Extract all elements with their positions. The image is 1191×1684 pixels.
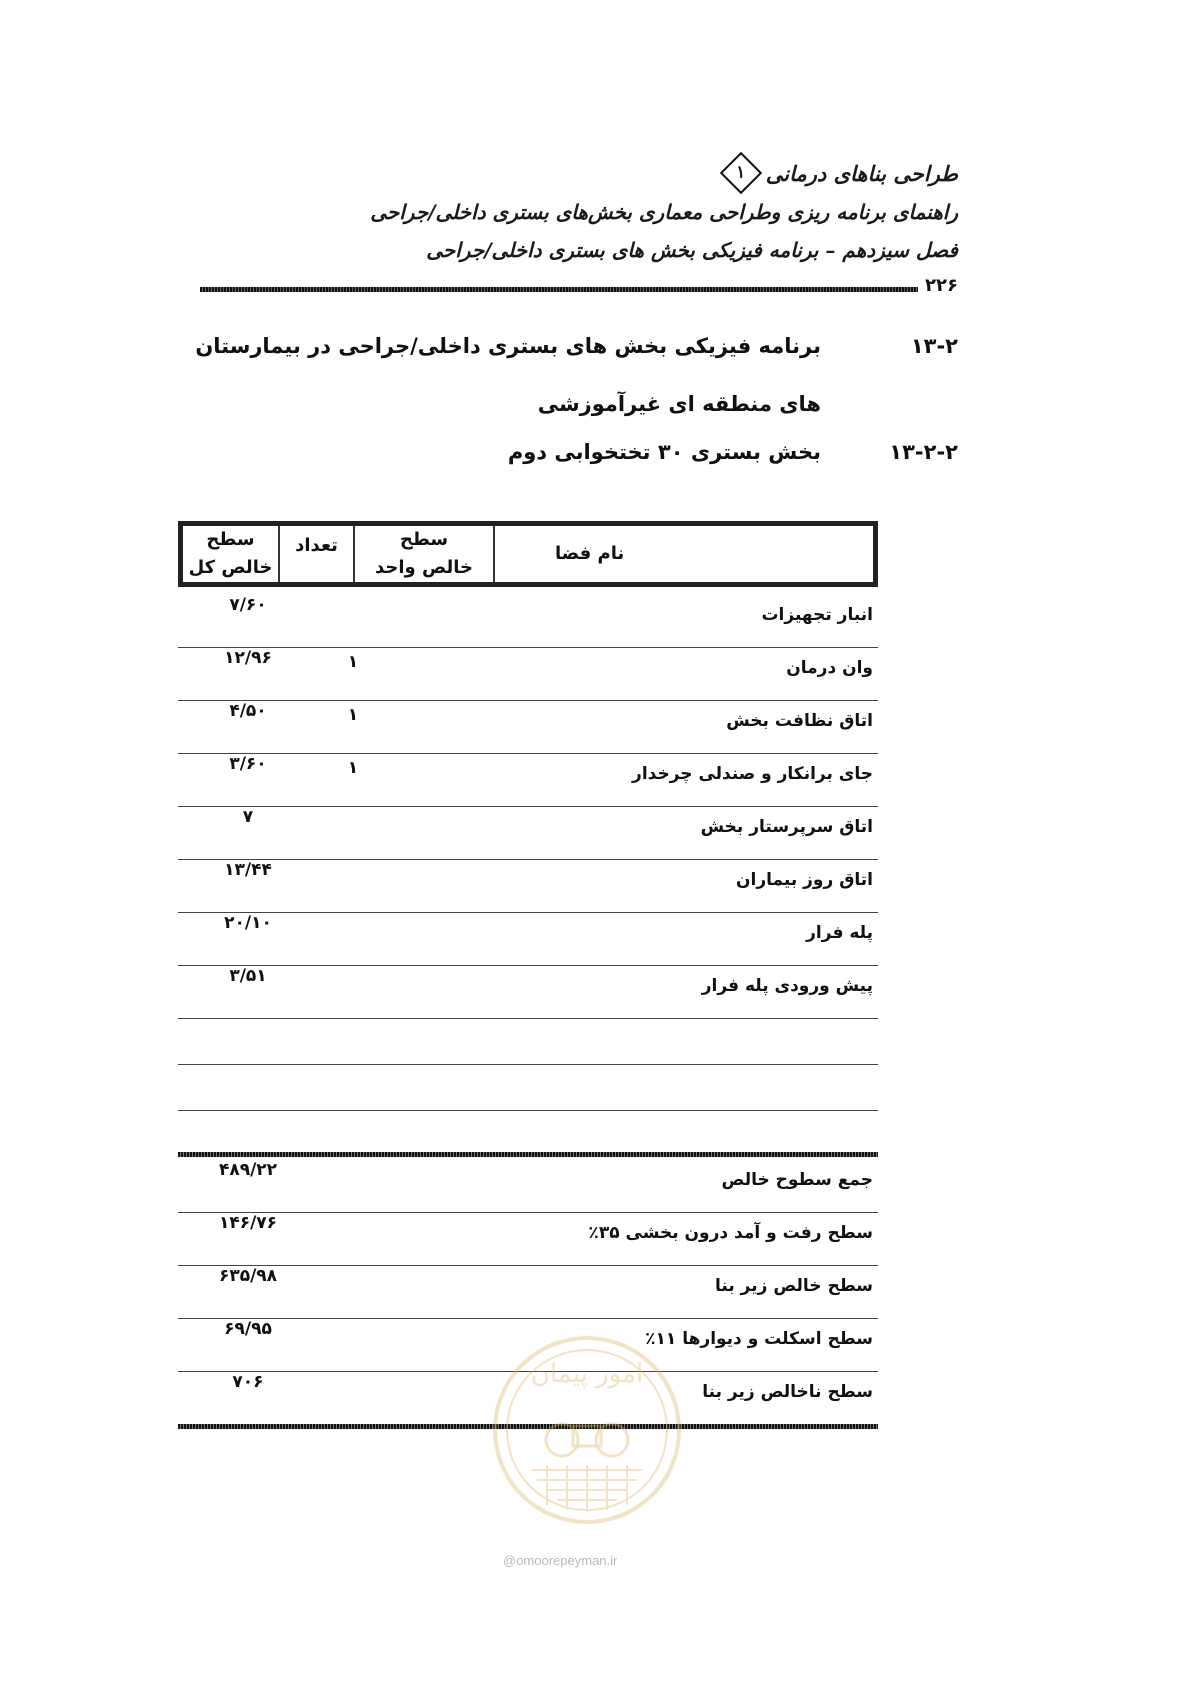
chapter-title: فصل سیزدهم – برنامه فیزیکی بخش های بستری داخلی/جراحی: [426, 238, 958, 262]
guide-title: راهنمای برنامه ریزی وطراحی معماری بخش‌های بستری داخلی/جراحی: [370, 200, 958, 224]
row-total-area: ۷: [242, 807, 254, 827]
summary-total: ۶۹/۹۵: [224, 1319, 272, 1339]
summary-label: سطح اسکلت و دیوارها ۱۱٪: [645, 1329, 873, 1349]
section-title: برنامه فیزیکی بخش های بستری داخلی/جراحی در بیمارستان های منطقه ای غیرآموزشی: [195, 334, 821, 416]
header-unit-area: [353, 526, 493, 582]
header-space-name: نام فضا: [493, 526, 873, 582]
watermark-logo-text: امور پیمان: [530, 1359, 644, 1389]
row-total-area: ۳/۶۰: [229, 754, 267, 774]
table-header: [178, 521, 878, 587]
summary-row: [178, 1160, 878, 1213]
row-space-name: اتاق روز بیماران: [736, 870, 873, 890]
table-row: [178, 860, 878, 913]
summary-row: [178, 1213, 878, 1266]
row-space-name: پیش ورودی پله فرار: [701, 976, 873, 996]
summary-label: جمع سطوح خالص: [721, 1170, 873, 1190]
summary-label: سطح ناخالص زیر بنا: [702, 1382, 873, 1402]
table-row: [178, 913, 878, 966]
header-total-area: [183, 526, 278, 582]
summary-label: سطح خالص زیر بنا: [715, 1276, 873, 1296]
row-space-name: اتاق نظافت بخش: [726, 711, 873, 731]
row-total-area: ۳/۵۱: [229, 966, 267, 986]
summary-label: سطح رفت و آمد درون بخشی ۳۵٪: [588, 1223, 873, 1243]
page-number: ۲۲۶: [925, 275, 958, 296]
table-row: [178, 701, 878, 754]
section-number: ۱۳-۲: [910, 334, 958, 358]
summary-total: ۶۳۵/۹۸: [218, 1266, 278, 1286]
watermark-logo: [487, 1330, 687, 1530]
row-total-area: ۴/۵۰: [229, 701, 267, 721]
summary-total: ۷۰۶: [232, 1372, 264, 1392]
row-count: ۱: [347, 758, 359, 778]
row-total-area: ۱۳/۴۴: [224, 860, 272, 880]
volume-number: ۱: [736, 163, 746, 184]
header-count: تعداد: [278, 526, 353, 582]
row-space-name: جای برانکار و صندلی چرخدار: [632, 764, 873, 784]
header-unit-area-line1: سطح: [399, 529, 449, 550]
header-total-area-line2: خالص کل: [188, 557, 273, 578]
row-total-area: ۷/۶۰: [229, 595, 267, 615]
table-row: [178, 595, 878, 648]
subsection-number: ۱۳-۲-۲: [889, 440, 958, 464]
table-row: [178, 754, 878, 807]
summary-separator: [178, 1152, 878, 1157]
watermark-site: @omoorepeyman.ir: [503, 1553, 618, 1568]
summary-row: [178, 1266, 878, 1319]
row-space-name: انبار تجهیزات: [761, 605, 873, 625]
header-rule: [200, 287, 918, 292]
row-space-name: اتاق سرپرستار بخش: [700, 817, 873, 837]
summary-total: ۱۴۶/۷۶: [218, 1213, 278, 1233]
header-unit-area-line2: خالص واحد: [374, 557, 474, 578]
header-total-area-line1: سطح: [206, 529, 255, 550]
row-space-name: وان درمان: [786, 658, 873, 678]
subsection-title: بخش بستری ۳۰ تختخوابی دوم: [507, 440, 821, 464]
book-title: طراحی بناهای درمانی: [765, 160, 958, 186]
row-total-area: ۲۰/۱۰: [224, 913, 272, 933]
table-row-empty: [178, 1019, 878, 1065]
row-total-area: ۱۲/۹۶: [224, 648, 272, 668]
row-space-name: پله فرار: [806, 923, 873, 943]
table-row: [178, 648, 878, 701]
summary-total: ۴۸۹/۲۲: [218, 1160, 278, 1180]
volume-badge: [720, 152, 762, 194]
table-row-empty: [178, 1065, 878, 1111]
table-row: [178, 966, 878, 1019]
book-title-line: [720, 158, 958, 188]
row-count: ۱: [347, 652, 359, 672]
row-count: ۱: [347, 705, 359, 725]
table-row: [178, 807, 878, 860]
